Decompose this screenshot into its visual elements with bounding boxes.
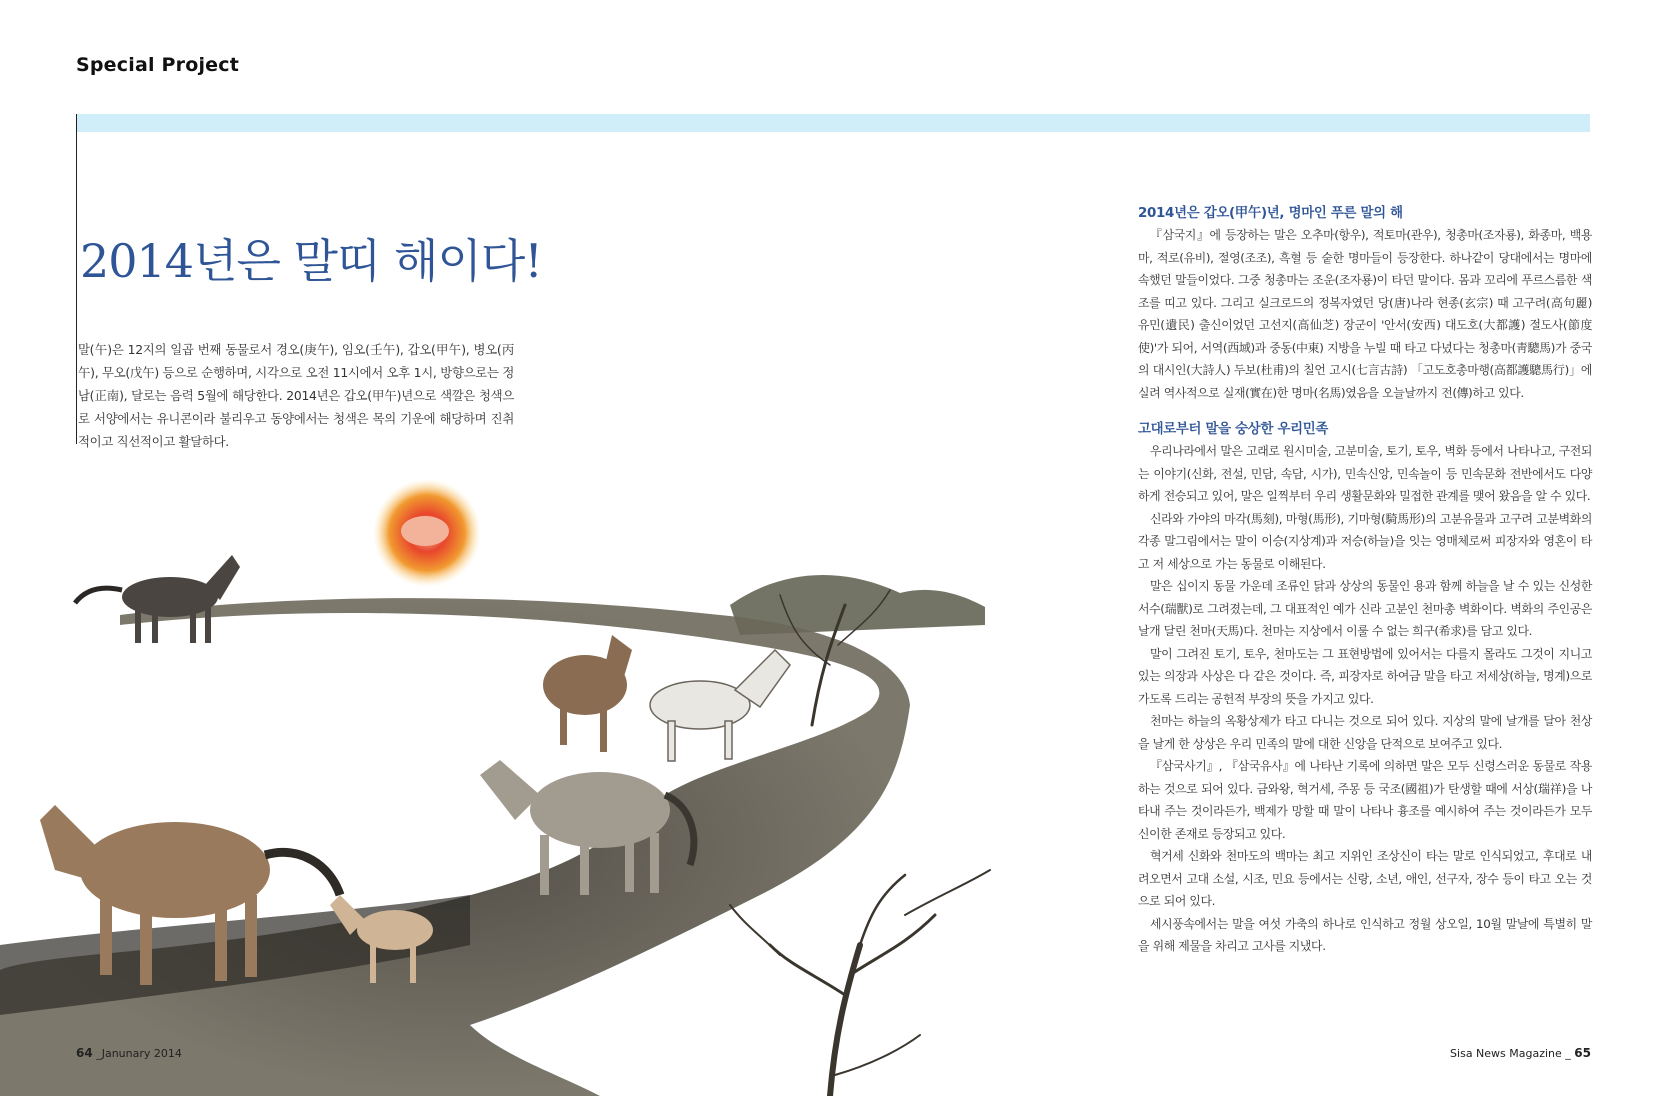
page-title: 2014년은 말띠 해이다!: [80, 234, 542, 288]
section-1-paragraph: 『삼국지』에 등장하는 말은 오추마(항우), 적토마(관우), 청총마(조자룡), 화종마, 백용마, 적로(유비), 절영(조조), 흑혈 등 숱한 명마들이 등장한다. 하나같이 당대에서는 명마에 속했던 말들이었다. 그중 청총마는 조운(조자룡)이 타던 말이다. 몸과 꼬리에 푸르스름한 색조를 띠고 있다. 그리고 실크로드의 정복자였던 당(唐)나라 현종(玄宗) 때 고구려(高句麗) 유민(遺民) 출신이었던 고선지(高仙芝) 장군이 '안서(安西) 대도호(大都護) 절도사(節度使)'가 되어, 서역(西域)과 중동(中東) 지방을 누빌 때 타고 다녔다는 청총마(靑驄馬)가 중국의 대시인(大詩人) 두보(杜甫)의 칠언 고시(七言古詩) 「고도호총마행(高都護驄馬行)」에 실려 역사적으로 실재(實在)한 명마(名馬)였음을 오늘날까지 전(傳)하고 있다.: [1138, 228, 1592, 400]
header-color-bar: [76, 114, 1590, 132]
section-2-paragraph: 신라와 가야의 마각(馬刻), 마형(馬形), 기마형(騎馬形)의 고분유물과 고구려 고분벽화의 각종 말그림에서는 말이 이승(지상계)과 저승(하늘)을 잇는 영매체로써 피장자와 영혼이 타고 저 세상으로 가는 동물로 이해된다.: [1138, 511, 1592, 571]
sun-icon: [373, 479, 481, 587]
section-2-paragraph: 『삼국사기』, 『삼국유사』에 나타난 기록에 의하면 말은 모두 신령스러운 동물로 작용하는 것으로 되어 있다. 금와왕, 혁거세, 주몽 등 국조(國祖)가 탄생할 때에 서상(瑞祥)을 나타내 주는 것이라든가, 백제가 망할 때 말이 나타나 흉조를 예시하여 주는 것이라든가 모두 신이한 존재로 등장되고 있다.: [1138, 759, 1592, 841]
horse-white: [650, 650, 790, 761]
intro-paragraph: 말(午)은 12지의 일곱 번째 동물로서 경오(庚午), 임오(壬午), 갑오(甲午), 병오(丙午), 무오(戊午) 등으로 순행하며, 시각으로 오전 11시에서 오후 1시, 방향으로는 정남(正南), 달로는 음력 5월에 해당한다. 2014년은 갑오(甲午)년으로 색깔은 청색으로 서양에서는 유니콘이라 불리우고 동양에서는 청색은 목의 기운에 해당하며 진취적이고 직선적이고 활달하다.: [78, 342, 514, 449]
section-2-paragraph: 말이 그려진 토기, 토우, 천마도는 그 표현방법에 있어서는 다를지 몰라도 그것이 지니고 있는 의장과 사상은 다 같은 것이다. 즉, 피장자로 하여금 말을 타고 저세상(하늘, 명계)으로 가도록 드리는 공헌적 부장의 뜻을 가지고 있다.: [1138, 646, 1593, 706]
horse-dark-top: [75, 555, 240, 643]
footer-right: [1450, 1046, 1591, 1060]
section-2-paragraph: 천마는 하늘의 옥황상제가 타고 다니는 것으로 되어 있다. 지상의 말에 날개를 달아 천상을 날게 한 상상은 우리 민족의 말에 대한 신앙을 단적으로 보여주고 있다.: [1138, 714, 1592, 751]
issue-date: _Janunary 2014: [96, 1047, 182, 1060]
page-number-left: 64: [76, 1046, 93, 1060]
horse-brown-mid: [543, 635, 632, 752]
section-2-paragraph: 우리나라에서 말은 고래로 원시미술, 고분미술, 토기, 토우, 벽화 등에서 나타나고, 구전되는 이야기(신화, 전설, 민담, 속담, 시가), 민속신앙, 민속놀이 등 민속문화 전반에서도 다양하게 전승되고 있어, 말은 일찍부터 우리 생활문화와 밀접한 관계를 맺어 왔음을 알 수 있다.: [1138, 444, 1592, 503]
vertical-rule: [76, 114, 77, 444]
page-number-right: 65: [1574, 1046, 1591, 1060]
magazine-name: Sisa News Magazine _: [1450, 1047, 1571, 1060]
section-label: Special Project: [76, 54, 239, 76]
horse-illustration: [0, 475, 1110, 1096]
section-heading-2: 고대로부터 말을 숭상한 우리민족: [1138, 422, 1328, 437]
footer-left: [76, 1046, 182, 1060]
section-2-paragraph: 말은 십이지 동물 가운데 조류인 닭과 상상의 동물인 용과 함께 하늘을 날 수 있는 신성한 서수(瑞獸)로 그려졌는데, 그 대표적인 예가 신라 고분인 천마총 벽화이다. 벽화의 주인공은 날개 달린 천마(天馬)다. 천마는 지상에서 이룰 수 없는 희구(希求)를 담고 있다.: [1138, 579, 1592, 638]
section-2-paragraph: 세시풍속에서는 말을 여섯 가축의 하나로 인식하고 정월 상오일, 10월 말날에 특별히 말을 위해 제물을 차리고 고사를 지냈다.: [1138, 916, 1592, 953]
section-heading-1: 2014년은 갑오(甲午)년, 명마인 푸른 말의 해: [1138, 206, 1403, 221]
section-2-paragraph: 혁거세 신화와 천마도의 백마는 최고 지위인 조상신이 타는 말로 인식되었고, 후대로 내려오면서 고대 소설, 시조, 민요 등에서는 신랑, 소년, 애인, 선구자, 장수 등이 타고 오는 것으로 되어 있다.: [1138, 849, 1592, 908]
article-body: [1138, 202, 1592, 958]
